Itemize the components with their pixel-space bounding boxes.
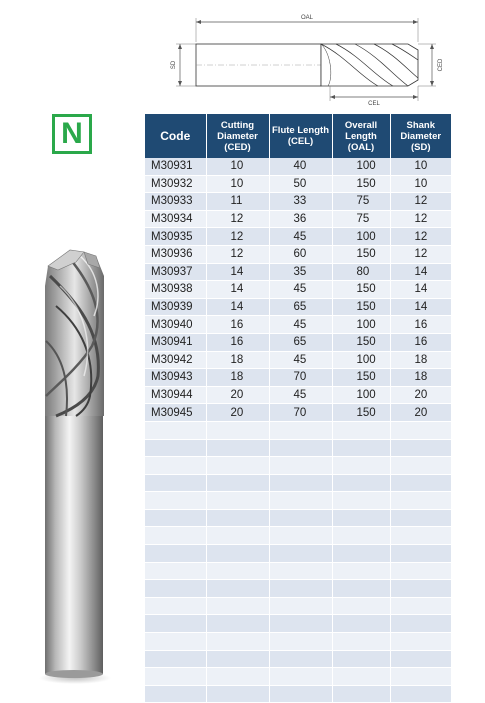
- table-cell: [390, 580, 451, 598]
- table-cell: 12: [390, 228, 451, 246]
- empty-table-row: [145, 597, 451, 615]
- table-cell: [145, 615, 206, 633]
- table-cell: M30939: [145, 298, 206, 316]
- empty-table-row: [145, 421, 451, 439]
- table-cell: 10: [390, 175, 451, 193]
- empty-table-row: [145, 492, 451, 510]
- table-cell: [269, 545, 332, 563]
- table-cell: [206, 474, 269, 492]
- table-cell: M30943: [145, 369, 206, 387]
- table-row: [145, 263, 451, 281]
- table-row: [145, 298, 451, 316]
- table-cell: 10: [390, 158, 451, 175]
- table-cell: [390, 421, 451, 439]
- oal-label: OAL: [300, 15, 314, 21]
- table-cell: [145, 562, 206, 580]
- table-cell: [390, 457, 451, 475]
- table-cell: 14: [206, 298, 269, 316]
- table-cell: 14: [206, 281, 269, 299]
- table-cell: 16: [390, 333, 451, 351]
- table-cell: 10: [206, 175, 269, 193]
- table-cell: 45: [269, 228, 332, 246]
- table-cell: 14: [206, 263, 269, 281]
- table-cell: [269, 562, 332, 580]
- table-cell: 11: [206, 193, 269, 211]
- header-cutting-diameter: Cutting Diameter (CED): [206, 114, 269, 158]
- table-cell: 16: [206, 316, 269, 334]
- table-cell: M30931: [145, 158, 206, 175]
- table-cell: [206, 685, 269, 703]
- table-cell: M30934: [145, 210, 206, 228]
- table-cell: 100: [332, 316, 390, 334]
- table-cell: 40: [269, 158, 332, 175]
- table-cell: [390, 545, 451, 563]
- table-row: [145, 369, 451, 387]
- table-row: [145, 193, 451, 211]
- table-cell: 150: [332, 369, 390, 387]
- table-cell: 100: [332, 158, 390, 175]
- empty-table-row: [145, 439, 451, 457]
- end-mill-dimension-diagram: [160, 6, 450, 106]
- table-cell: [269, 615, 332, 633]
- table-cell: [206, 668, 269, 686]
- table-cell: M30936: [145, 245, 206, 263]
- table-row: [145, 175, 451, 193]
- table-cell: 10: [206, 158, 269, 175]
- table-cell: [332, 633, 390, 651]
- table-cell: [269, 650, 332, 668]
- table-cell: 60: [269, 245, 332, 263]
- table-cell: [145, 421, 206, 439]
- table-cell: 100: [332, 351, 390, 369]
- table-cell: [269, 439, 332, 457]
- table-cell: 70: [269, 404, 332, 422]
- table-cell: 100: [332, 386, 390, 404]
- table-cell: [269, 633, 332, 651]
- table-cell: [145, 597, 206, 615]
- table-cell: 50: [269, 175, 332, 193]
- table-cell: 45: [269, 281, 332, 299]
- table-cell: [206, 650, 269, 668]
- table-cell: [332, 457, 390, 475]
- table-cell: 45: [269, 316, 332, 334]
- table-cell: [269, 527, 332, 545]
- table-cell: 150: [332, 245, 390, 263]
- table-cell: [145, 439, 206, 457]
- table-cell: [332, 562, 390, 580]
- table-cell: 18: [390, 369, 451, 387]
- table-cell: 150: [332, 175, 390, 193]
- table-cell: [206, 527, 269, 545]
- empty-table-row: [145, 685, 451, 703]
- table-cell: 45: [269, 386, 332, 404]
- table-cell: 20: [390, 404, 451, 422]
- table-cell: [145, 668, 206, 686]
- table-cell: [145, 527, 206, 545]
- table-cell: [332, 580, 390, 598]
- table-cell: 150: [332, 333, 390, 351]
- table-cell: [145, 580, 206, 598]
- table-row: [145, 386, 451, 404]
- table-cell: 45: [269, 351, 332, 369]
- table-cell: 33: [269, 193, 332, 211]
- header-row: [145, 114, 451, 158]
- table-cell: 12: [390, 193, 451, 211]
- table-cell: [390, 597, 451, 615]
- table-row: [145, 316, 451, 334]
- table-row: [145, 333, 451, 351]
- table-cell: 12: [206, 210, 269, 228]
- table-cell: [332, 439, 390, 457]
- empty-table-row: [145, 457, 451, 475]
- table-cell: 65: [269, 298, 332, 316]
- table-cell: 150: [332, 404, 390, 422]
- table-cell: M30933: [145, 193, 206, 211]
- table-cell: [390, 492, 451, 510]
- table-cell: 65: [269, 333, 332, 351]
- table-cell: [269, 580, 332, 598]
- empty-table-row: [145, 562, 451, 580]
- table-cell: [390, 650, 451, 668]
- table-cell: [390, 439, 451, 457]
- table-cell: [145, 685, 206, 703]
- table-cell: M30945: [145, 404, 206, 422]
- empty-table-row: [145, 509, 451, 527]
- table-row: [145, 404, 451, 422]
- table-cell: [390, 509, 451, 527]
- header-overall-length: Overall Length (OAL): [332, 114, 390, 158]
- table-cell: M30938: [145, 281, 206, 299]
- table-cell: [145, 633, 206, 651]
- table-cell: M30937: [145, 263, 206, 281]
- table-cell: [332, 509, 390, 527]
- table-cell: [390, 633, 451, 651]
- table-cell: [269, 509, 332, 527]
- header-code: Code: [145, 114, 206, 158]
- table-cell: 18: [390, 351, 451, 369]
- table-cell: M30935: [145, 228, 206, 246]
- table-cell: 18: [206, 351, 269, 369]
- table-cell: [206, 580, 269, 598]
- table-cell: [206, 457, 269, 475]
- empty-table-row: [145, 545, 451, 563]
- badge-letter: N: [61, 117, 83, 150]
- table-cell: [206, 562, 269, 580]
- empty-table-row: [145, 650, 451, 668]
- table-cell: [269, 668, 332, 686]
- table-cell: 12: [206, 245, 269, 263]
- table-cell: 12: [390, 210, 451, 228]
- table-cell: [390, 562, 451, 580]
- table-cell: 20: [206, 386, 269, 404]
- table-cell: M30942: [145, 351, 206, 369]
- table-cell: [332, 650, 390, 668]
- table-cell: 36: [269, 210, 332, 228]
- material-badge: [52, 114, 92, 154]
- table-cell: [145, 457, 206, 475]
- table-cell: 75: [332, 193, 390, 211]
- table-row: [145, 281, 451, 299]
- table-cell: [206, 633, 269, 651]
- table-cell: [269, 421, 332, 439]
- table-cell: 150: [332, 281, 390, 299]
- table-cell: 16: [206, 333, 269, 351]
- table-cell: [390, 474, 451, 492]
- table-cell: [332, 474, 390, 492]
- table-cell: 14: [390, 281, 451, 299]
- table-cell: 80: [332, 263, 390, 281]
- table-cell: [269, 597, 332, 615]
- table-cell: 20: [206, 404, 269, 422]
- table-row: [145, 210, 451, 228]
- table-cell: [332, 545, 390, 563]
- table-cell: [332, 492, 390, 510]
- table-cell: [145, 492, 206, 510]
- table-row: [145, 351, 451, 369]
- table-cell: [206, 615, 269, 633]
- sd-label: SD: [171, 60, 177, 70]
- table-cell: [390, 527, 451, 545]
- table-cell: [145, 509, 206, 527]
- table-cell: [206, 439, 269, 457]
- table-cell: [332, 527, 390, 545]
- table-cell: 16: [390, 316, 451, 334]
- table-cell: [206, 509, 269, 527]
- table-cell: 18: [206, 369, 269, 387]
- table-cell: 14: [390, 298, 451, 316]
- table-cell: [390, 668, 451, 686]
- cel-label: CEL: [368, 101, 380, 106]
- table-cell: [269, 474, 332, 492]
- table-cell: [269, 492, 332, 510]
- table-cell: [332, 668, 390, 686]
- table-cell: 100: [332, 228, 390, 246]
- table-cell: [206, 545, 269, 563]
- table-cell: [206, 492, 269, 510]
- table-cell: [269, 685, 332, 703]
- table-cell: 14: [390, 263, 451, 281]
- table-cell: M30944: [145, 386, 206, 404]
- table-cell: 150: [332, 298, 390, 316]
- empty-table-row: [145, 668, 451, 686]
- table-cell: M30932: [145, 175, 206, 193]
- table-cell: [206, 421, 269, 439]
- header-shank-diameter: Shank Diameter (SD): [390, 114, 451, 158]
- table-cell: 35: [269, 263, 332, 281]
- table-cell: [390, 615, 451, 633]
- table-row: [145, 228, 451, 246]
- empty-table-row: [145, 633, 451, 651]
- table-cell: [390, 685, 451, 703]
- table-cell: [332, 421, 390, 439]
- empty-table-row: [145, 580, 451, 598]
- header-flute-length: Flute Length (CEL): [269, 114, 332, 158]
- table-cell: [206, 597, 269, 615]
- table-cell: 12: [390, 245, 451, 263]
- table-cell: 75: [332, 210, 390, 228]
- table-cell: [145, 650, 206, 668]
- table-row: [145, 158, 451, 175]
- ced-label: CED: [438, 58, 444, 72]
- table-cell: 20: [390, 386, 451, 404]
- empty-table-row: [145, 474, 451, 492]
- table-cell: M30941: [145, 333, 206, 351]
- spec-table: [145, 114, 451, 703]
- table-cell: 70: [269, 369, 332, 387]
- spec-table-body: [145, 158, 451, 703]
- table-cell: [145, 545, 206, 563]
- table-cell: [269, 457, 332, 475]
- table-cell: [332, 597, 390, 615]
- table-row: [145, 245, 451, 263]
- table-cell: 12: [206, 228, 269, 246]
- empty-table-row: [145, 527, 451, 545]
- end-mill-image: [36, 246, 114, 686]
- table-cell: [145, 474, 206, 492]
- table-cell: M30940: [145, 316, 206, 334]
- empty-table-row: [145, 615, 451, 633]
- table-cell: [332, 685, 390, 703]
- table-cell: [332, 615, 390, 633]
